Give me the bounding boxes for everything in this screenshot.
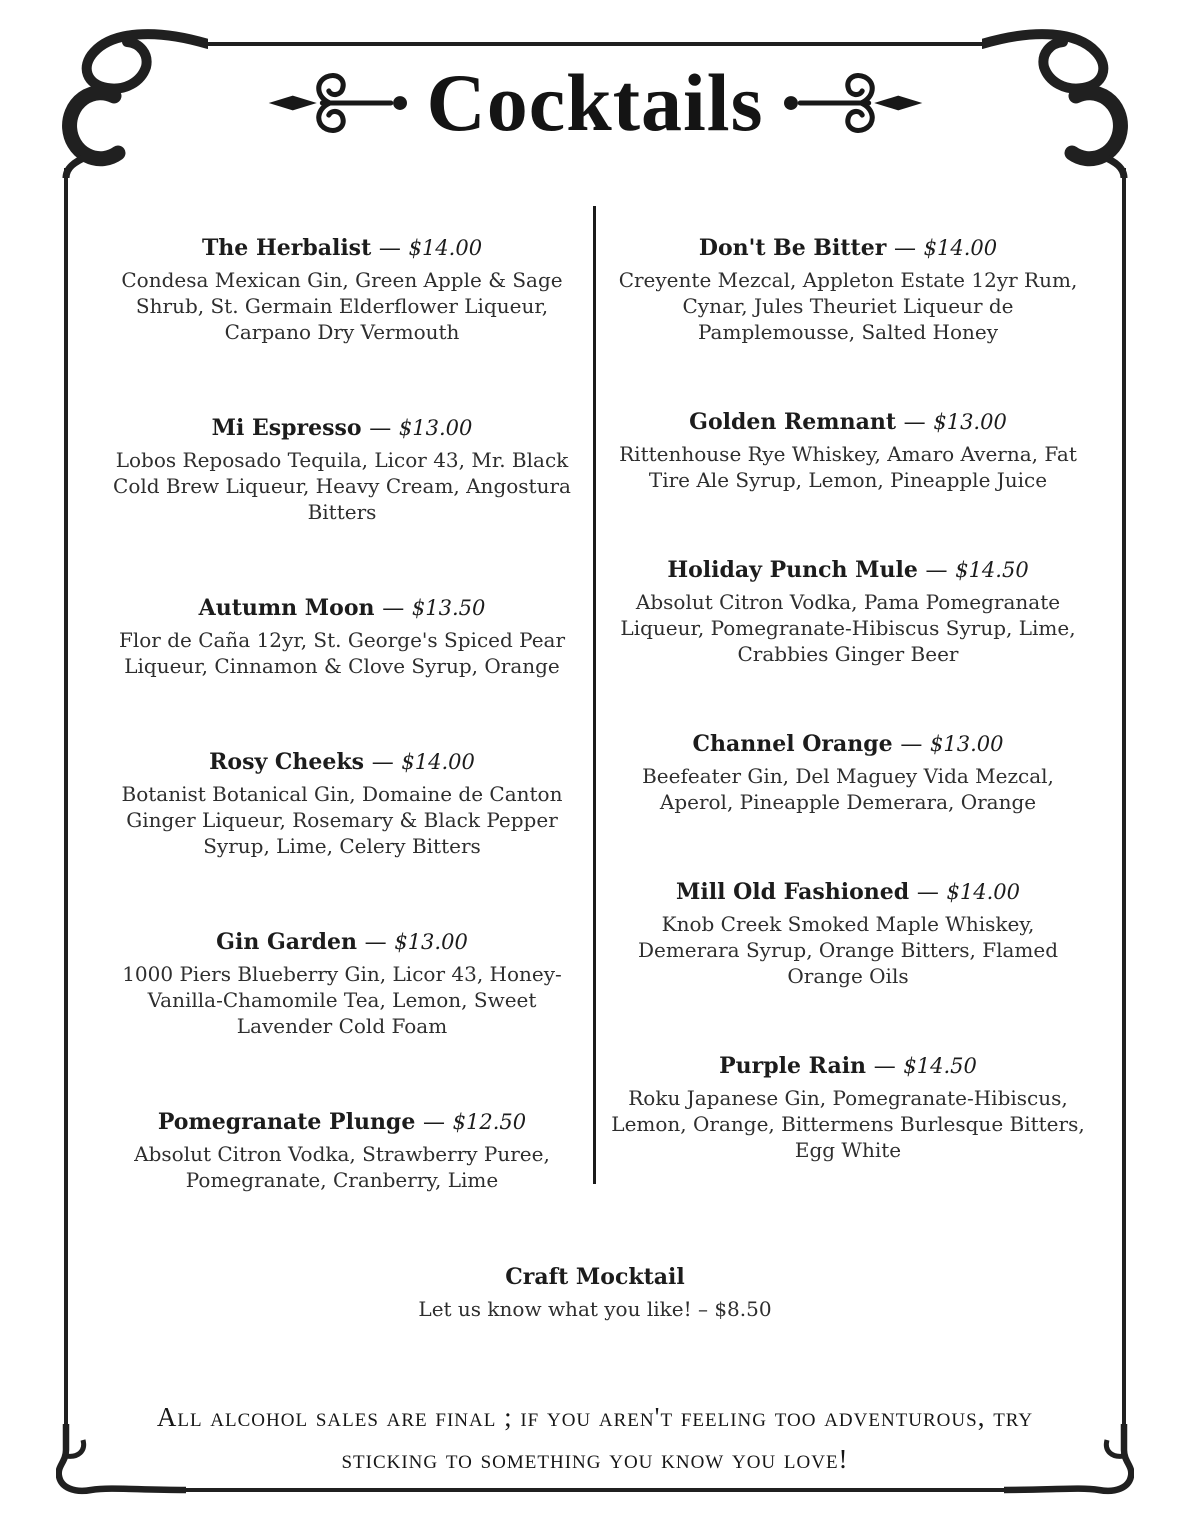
item-price: $13.00 (930, 732, 1004, 756)
item-price: $14.00 (408, 236, 483, 260)
menu-column-right (608, 233, 1088, 1163)
item-price: $14.50 (903, 1054, 977, 1078)
page-title: Cocktails (426, 57, 764, 148)
mocktail-name: Craft Mocktail (505, 1264, 685, 1290)
footer-note: All alcohol sales are final ; if you aren't feeling too adventurous, try sticking to something you know you love! (156, 1402, 1034, 1474)
menu-item-dont-be-bitter (608, 233, 1088, 345)
menu-column-left (102, 233, 582, 1193)
menu-item-holiday-punch-mule (608, 555, 1088, 667)
item-name: Mill Old Fashioned (676, 879, 910, 905)
dash-separator: — (873, 1054, 896, 1079)
menu-item-mill-old-fashioned (608, 877, 1088, 989)
item-name: Rosy Cheeks (209, 749, 365, 775)
item-name: Holiday Punch Mule (667, 557, 918, 583)
item-price: $13.50 (411, 596, 486, 620)
dash-separator: — (893, 236, 916, 261)
item-description: Absolut Citron Vodka, Pama Pomegranate Liqueur, Pomegranate-Hibiscus Syrup, Lime, Crabbies Ginger Beer (620, 590, 1076, 666)
item-price: $12.50 (452, 1110, 527, 1134)
item-description: Condesa Mexican Gin, Green Apple & Sage Shrub, St. Germain Elderflower Liqueur, Carpano Dry Vermouth (121, 268, 563, 344)
column-divider (593, 206, 596, 1184)
item-price: $14.00 (946, 880, 1020, 904)
dash-separator: — (369, 416, 392, 441)
menu-item-mi-espresso (102, 413, 582, 525)
item-price: $14.00 (401, 750, 475, 774)
item-name: Purple Rain (719, 1053, 867, 1079)
title-fleuron-right-icon (778, 71, 926, 135)
item-name: Mi Espresso (211, 415, 362, 441)
frame-border-left (64, 168, 68, 1430)
menu-item-the-herbalist (102, 233, 582, 345)
dash-separator: — (916, 880, 939, 905)
title-fleuron-left-icon (265, 71, 413, 135)
menu-item-gin-garden (102, 927, 582, 1039)
menu-item-pomegranate-plunge (102, 1107, 582, 1193)
item-name: Gin Garden (216, 929, 357, 955)
menu-item-channel-orange (608, 729, 1088, 815)
item-description: Lobos Reposado Tequila, Licor 43, Mr. Black Cold Brew Liqueur, Heavy Cream, Angostura Bitters (113, 448, 571, 524)
item-price: $13.00 (933, 410, 1007, 434)
item-description: Roku Japanese Gin, Pomegranate-Hibiscus, Lemon, Orange, Bittermens Burlesque Bitters, Egg White (611, 1086, 1085, 1162)
item-name: Autumn Moon (198, 595, 375, 621)
item-name: Golden Remnant (689, 409, 896, 435)
title-row (0, 58, 1190, 148)
mocktail-description: Let us know what you like! – $8.50 (418, 1297, 772, 1321)
item-name: The Herbalist (201, 235, 372, 261)
item-price: $14.00 (923, 236, 998, 260)
item-name: Don't Be Bitter (698, 235, 887, 261)
menu-item-autumn-moon (102, 593, 582, 679)
dash-separator: — (371, 750, 394, 775)
frame-border-bottom (178, 1488, 1012, 1492)
dash-separator: — (378, 236, 401, 261)
item-description: Botanist Botanical Gin, Domaine de Canton Ginger Liqueur, Rosemary & Black Pepper Syrup, Lime, Celery Bitters (121, 782, 563, 858)
item-price: $14.50 (955, 558, 1029, 582)
item-price: $13.00 (394, 930, 468, 954)
dash-separator: — (925, 558, 948, 583)
menu-item-purple-rain (608, 1051, 1088, 1163)
craft-mocktail-section (0, 1262, 1190, 1322)
footer (0, 1396, 1190, 1480)
item-price: $13.00 (398, 416, 473, 440)
item-name: Pomegranate Plunge (157, 1109, 416, 1135)
dash-separator: — (422, 1110, 445, 1135)
item-description: 1000 Piers Blueberry Gin, Licor 43, Honey-Vanilla-Chamomile Tea, Lemon, Sweet Lavender Cold Foam (122, 962, 562, 1038)
frame-border-top (204, 42, 984, 46)
item-description: Flor de Caña 12yr, St. George's Spiced Pear Liqueur, Cinnamon & Clove Syrup, Orange (118, 628, 566, 678)
dash-separator: — (903, 410, 926, 435)
item-description: Absolut Citron Vodka, Strawberry Puree, Pomegranate, Cranberry, Lime (134, 1142, 550, 1192)
item-description: Creyente Mezcal, Appleton Estate 12yr Rum, Cynar, Jules Theuriet Liqueur de Pamplemousse, Salted Honey (618, 268, 1078, 344)
menu-item-rosy-cheeks (102, 747, 582, 859)
item-description: Rittenhouse Rye Whiskey, Amaro Averna, Fat Tire Ale Syrup, Lemon, Pineapple Juice (619, 442, 1077, 492)
dash-separator: — (382, 596, 405, 621)
dash-separator: — (900, 732, 923, 757)
dash-separator: — (364, 930, 387, 955)
item-description: Knob Creek Smoked Maple Whiskey, Demerara Syrup, Orange Bitters, Flamed Orange Oils (637, 912, 1059, 988)
menu-item-golden-remnant (608, 407, 1088, 493)
frame-border-right (1122, 168, 1126, 1430)
item-description: Beefeater Gin, Del Maguey Vida Mezcal, Aperol, Pineapple Demerara, Orange (642, 764, 1054, 814)
item-name: Channel Orange (692, 731, 893, 757)
